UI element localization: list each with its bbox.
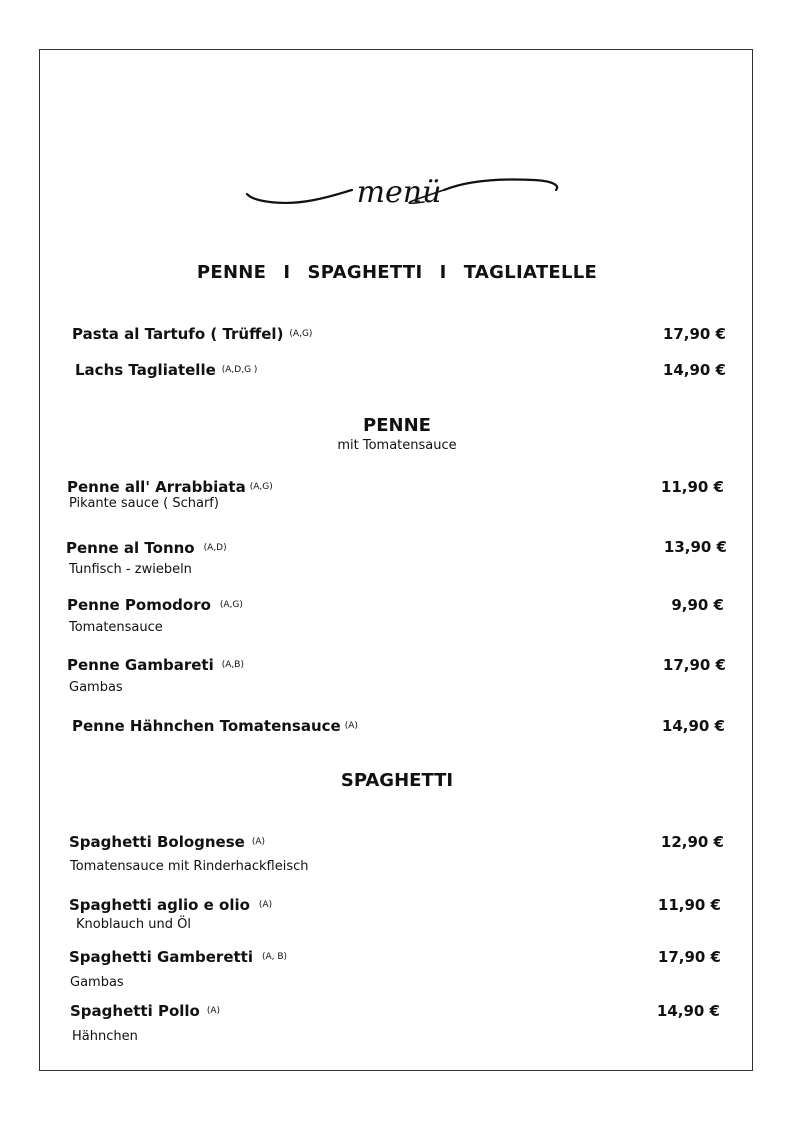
menu-item-price: 9,90 € — [671, 596, 724, 614]
menu-item-description: Tunfisch - zwiebeln — [69, 562, 192, 577]
menu-item-name: Lachs Tagliatelle $^{(A,D,G )}$ — [75, 361, 258, 379]
menu-item-price: 17,90 € — [657, 948, 721, 966]
menu-item-description: Gambas — [69, 680, 123, 695]
allergen-code: (A,G) — [289, 329, 313, 339]
menu-item-price: 12,90 € — [660, 833, 724, 851]
allergen-code: (A) — [344, 721, 358, 731]
menu-item-price: 17,90 € — [662, 656, 726, 674]
menu-item-description: Tomatensauce — [69, 620, 163, 635]
menu-item-price: 11,90 € — [660, 478, 724, 496]
menu-item-name: Spaghetti Gamberetti $^{(A, B)}$ — [69, 948, 288, 966]
menu-item-name: Penne Gambareti $^{(A,B)}$ — [67, 656, 244, 674]
menu-item-name: Penne Pomodoro $^{(A,G)}$ — [67, 596, 243, 614]
menu-item-description: Knoblauch und Öl — [76, 917, 192, 932]
menu-item-price: 17,90 € — [662, 325, 726, 343]
menu-item-name: Pasta al Tartufo ( Trüffel) $^{(A,G)}$ — [72, 325, 313, 343]
section-heading-penne: PENNE — [363, 415, 431, 436]
menu-item-price: 13,90 € — [663, 538, 727, 556]
allergen-code: (A, B) — [261, 952, 288, 962]
menu-item-name: Penne all' Arrabbiata $^{(A,G)}$ — [67, 478, 273, 496]
allergen-code: (A) — [206, 1006, 221, 1016]
allergen-code: (A,G) — [219, 600, 243, 610]
menu-item-name: Spaghetti Bolognese $^{(A)}$ — [69, 833, 266, 851]
menu-item-price: 11,90 € — [657, 896, 721, 914]
menu-item-price: 14,90 € — [662, 361, 726, 379]
menu-item-price: 14,90 € — [656, 1002, 720, 1020]
menu-logo-text: menü — [356, 175, 442, 210]
menu-item-name: Spaghetti Pollo $^{(A)}$ — [70, 1002, 221, 1020]
allergen-code: (A) — [251, 837, 266, 847]
allergen-code: (A) — [258, 900, 273, 910]
section-subheading: mit Tomatensauce — [337, 438, 457, 453]
menu-item-description: Pikante sauce ( Scharf) — [69, 496, 219, 511]
menu-item-description: Gambas — [70, 975, 124, 990]
menu-item-description: Hähnchen — [72, 1029, 138, 1044]
page-title: PENNE I SPAGHETTI I TAGLIATELLE — [196, 262, 598, 283]
menu-item-description: Tomatensauce mit Rinderhackfleisch — [70, 859, 309, 874]
allergen-code: (A,G) — [249, 482, 273, 492]
menu-item-name: Penne Hähnchen Tomatensauce $^{(A)}$ — [72, 717, 358, 735]
section-heading-spaghetti: SPAGHETTI — [340, 770, 454, 791]
menu-script-logo — [244, 172, 562, 216]
menu-item-name: Penne al Tonno $^{(A,D)}$ — [66, 539, 227, 557]
allergen-code: (A,B) — [221, 660, 244, 670]
allergen-code: (A,D) — [203, 543, 227, 553]
menu-item-price: 14,90 € — [661, 717, 725, 735]
allergen-code: (A,D,G ) — [221, 365, 258, 375]
menu-item-name: Spaghetti aglio e olio $^{(A)}$ — [69, 896, 273, 914]
